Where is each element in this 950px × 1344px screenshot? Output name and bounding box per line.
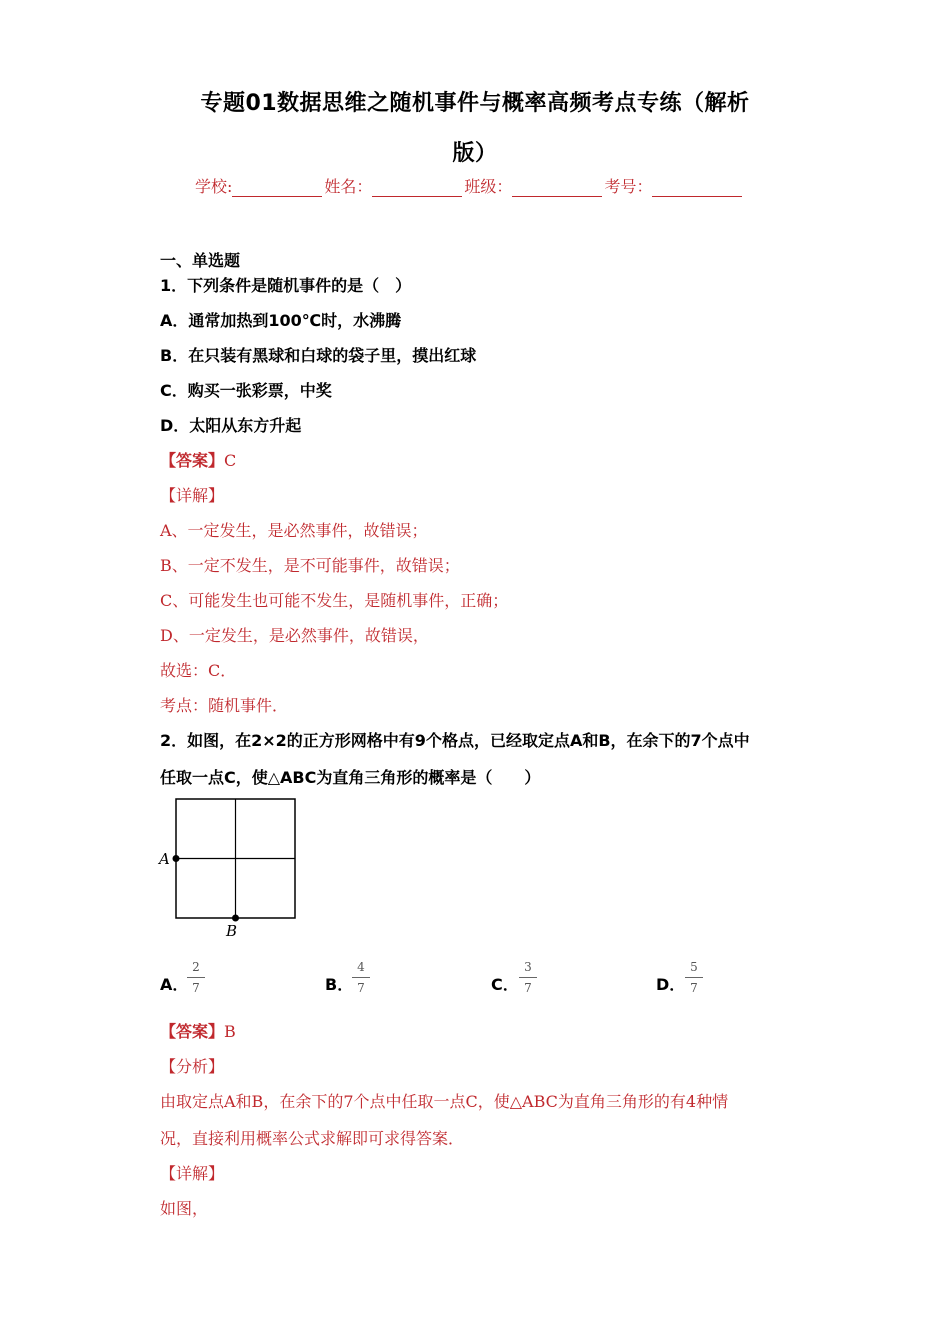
fraction-a-den: 7 [192, 981, 200, 995]
q2-option-c-fraction [519, 960, 537, 995]
fraction-b-num: 4 [357, 960, 365, 974]
exam-no-label: 考号： [604, 177, 653, 196]
q1-answer-label: 【答案】 [160, 451, 225, 470]
q2-answer-label: 【答案】 [160, 1022, 225, 1041]
q1-explain-a: A、一定发生，是必然事件，故错误； [160, 521, 428, 540]
q2-stem-line-1: 2．如图，在2×2的正方形网格中有9个格点，已经取定点A和B，在余下的7个点中 [160, 731, 750, 750]
q2-analysis-line-2: 况，直接利用概率公式求解即可求得答案． [160, 1129, 465, 1148]
q1-explain-b: B、一定不发生，是不可能事件，故错误； [160, 556, 460, 575]
q2-detail-text: 如图， [160, 1199, 209, 1218]
q2-option-b-letter: B． [325, 975, 354, 994]
name-blank [372, 180, 462, 197]
q2-option-d-fraction [685, 960, 703, 995]
fraction-d-den: 7 [690, 981, 698, 995]
section-heading: 一、单选题 [160, 251, 241, 270]
q2-option-b-fraction [352, 960, 370, 995]
student-info-row [195, 174, 744, 197]
q1-explain-c: C、可能发生也可能不发生，是随机事件，正确； [160, 591, 509, 610]
class-label: 班级： [464, 177, 513, 196]
exam-no-blank [652, 180, 742, 197]
q1-explain-d: D、一定发生，是必然事件，故错误， [160, 626, 429, 645]
fraction-b-den: 7 [357, 981, 365, 995]
q1-option-c: C．购买一张彩票，中奖 [160, 381, 332, 400]
school-label: 学校: [195, 177, 233, 196]
point-a-label: A [159, 850, 170, 868]
q2-option-a-fraction [187, 960, 205, 995]
point-b [232, 915, 239, 922]
fraction-bar [187, 977, 205, 978]
q1-option-a: A．通常加热到100℃时，水沸腾 [160, 311, 402, 330]
grid-figure [155, 795, 305, 945]
fraction-bar [352, 977, 370, 978]
q1-stem: 1．下列条件是随机事件的是（ ） [160, 276, 412, 295]
q1-answer [160, 451, 236, 471]
q1-answer-value: C [224, 451, 237, 470]
title-line-1: 专题01数据思维之随机事件与概率高频考点专练（解析 [200, 91, 750, 116]
name-label: 姓名： [324, 177, 373, 196]
fraction-bar [519, 977, 537, 978]
q2-option-a-letter: A． [160, 975, 189, 994]
fraction-c-num: 3 [524, 960, 532, 974]
q2-detail-label: 【详解】 [160, 1164, 225, 1183]
point-b-label: B [226, 922, 238, 940]
q1-topic: 考点：随机事件． [160, 696, 289, 715]
q2-analysis-line-1: 由取定点A和B，在余下的7个点中任取一点C，使△ABC为直角三角形的有4种情 [160, 1092, 729, 1111]
fraction-a-num: 2 [192, 960, 200, 974]
q1-option-d: D．太阳从东方升起 [160, 416, 302, 435]
q1-detail-label: 【详解】 [160, 486, 225, 505]
class-blank [512, 180, 602, 197]
school-blank [232, 180, 322, 197]
fraction-bar [685, 977, 703, 978]
q1-option-b: B．在只装有黑球和白球的袋子里，摸出红球 [160, 346, 477, 365]
point-a [173, 855, 180, 862]
q2-analysis-label: 【分析】 [160, 1057, 225, 1076]
q2-stem-line-2: 任取一点C，使△ABC为直角三角形的概率是（ ） [160, 768, 541, 787]
q2-answer-value: B [224, 1022, 236, 1041]
q1-choice: 故选：C． [160, 661, 237, 680]
title-line-2: 版） [452, 141, 498, 166]
q2-option-d-letter: D． [656, 975, 686, 994]
q2-option-c-letter: C． [491, 975, 519, 994]
fraction-c-den: 7 [524, 981, 532, 995]
q2-answer [160, 1022, 236, 1042]
fraction-d-num: 5 [690, 960, 698, 974]
